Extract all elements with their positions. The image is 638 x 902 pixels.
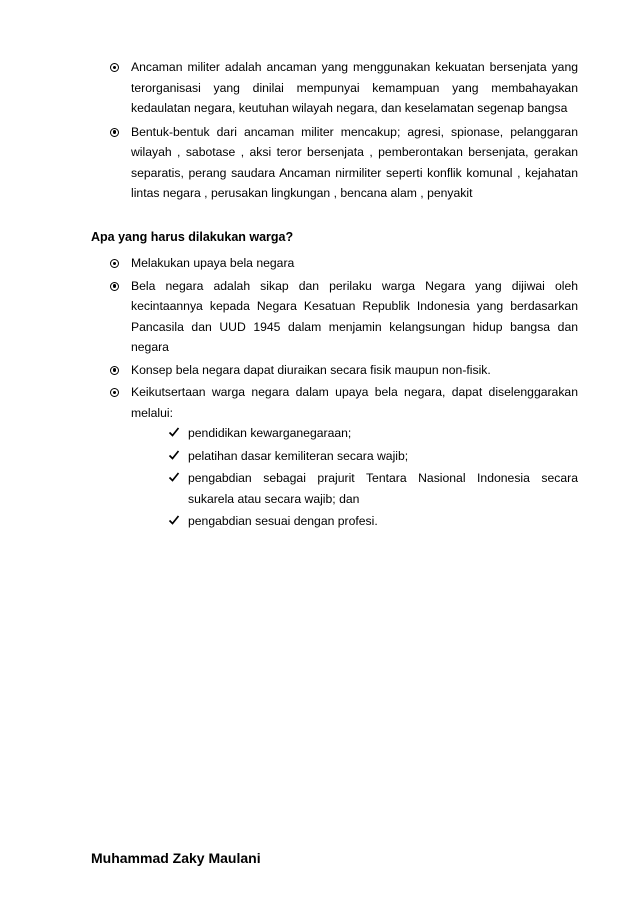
sub-list-item-text: pendidikan kewarganegaraan; <box>188 426 352 440</box>
citizen-actions <box>91 253 638 532</box>
list-item-text: Keikutsertaan warga negara dalam upaya bela negara, dapat diselenggarakan melalui: <box>131 385 578 420</box>
list-item-text: Bentuk-bentuk dari ancaman militer mencakup; agresi, spionase, pelanggaran wilayah , sabotase , aksi teror bersenjata , pemberontakan bersenjata, gerakan separatis, perang saudara Ancaman nirmiliter seperti konflik komunal , kejahatan lintas negara , perusakan lingkungan , bencana alam , penyakit <box>131 124 578 200</box>
section-heading: Apa yang harus dilakukan warga? <box>91 230 294 244</box>
list-item <box>91 122 578 204</box>
circled-dot-icon <box>110 63 119 72</box>
sub-list-item-text: pengabdian sebagai prajurit Tentara Nasional Indonesia secara sukarela atau secara wajib; dan <box>188 471 578 506</box>
sub-list-item <box>168 468 578 509</box>
circled-dot-icon <box>110 388 119 397</box>
sub-list-item-text: pengabdian sesuai dengan profesi. <box>188 514 378 528</box>
action-list <box>91 253 638 532</box>
checkmark-icon <box>168 449 180 461</box>
list-item-text: Konsep bela negara dapat diuraikan secara fisik maupun non-fisik. <box>131 362 491 377</box>
list-item <box>91 276 578 358</box>
list-item <box>91 57 578 119</box>
circled-dot-icon <box>110 128 119 137</box>
circled-dot-icon <box>110 259 119 268</box>
checkmark-icon <box>168 514 180 526</box>
list-item-text: Bela negara adalah sikap dan perilaku warga Negara yang dijiwai oleh kecintaannya kepada Negara Kesatuan Republik Indonesia yang berdasarkan Pancasila dan UUD 1945 dalam menjamin kelangsungan hidup bangsa dan negara <box>131 278 578 354</box>
circled-dot-icon <box>110 282 119 291</box>
sub-list-item-text: pelatihan dasar kemiliteran secara wajib; <box>188 448 409 463</box>
sub-list-item <box>168 423 578 444</box>
list-item-text: Ancaman militer adalah ancaman yang menggunakan kekuatan bersenjata yang terorganisasi yang dinilai mempunyai kemampuan yang membahayakan kedaulatan negara, keutuhan wilayah negara, dan keselamatan segenap bangsa <box>131 60 578 115</box>
list-item <box>91 253 578 274</box>
author-footer: Muhammad Zaky Maulani <box>91 850 261 866</box>
circled-dot-icon <box>110 366 119 375</box>
checkmark-icon <box>168 426 180 438</box>
checkmark-icon <box>168 471 180 483</box>
list-item <box>91 360 578 381</box>
threat-list <box>91 57 638 204</box>
list-item <box>91 382 578 532</box>
sub-list <box>131 423 578 532</box>
list-item-text: Melakukan upaya bela negara <box>131 256 295 270</box>
sub-list-item <box>168 511 578 532</box>
sub-list-item <box>168 446 578 467</box>
